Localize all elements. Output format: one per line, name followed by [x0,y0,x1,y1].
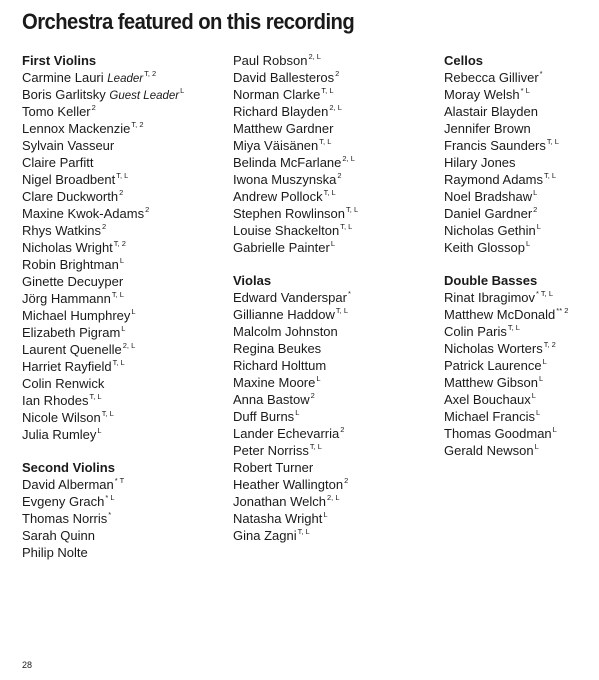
member-row [233,69,433,86]
member-row [233,476,433,493]
member-marks: T, L [544,171,557,180]
member-marks: * [347,289,351,298]
member-name: Gabrielle Painter [233,240,330,255]
member-marks: T, 2 [113,239,126,248]
member-name: Maxine Kwok-Adams [22,206,145,221]
member-row [444,374,599,391]
member-marks: L [538,374,544,383]
member-name: Noel Bradshaw [444,189,533,204]
member-row [444,239,599,256]
member-marks: L [119,256,124,265]
section-block [444,272,599,459]
column-right [444,52,599,475]
member-row [444,391,599,408]
member-row [22,222,222,239]
member-marks: 2 [119,188,124,197]
member-name: Carmine Lauri [22,70,104,85]
member-name: Richard Holttum [233,358,327,373]
member-marks: 2 [335,69,340,78]
member-row [233,222,433,239]
member-row [22,290,222,307]
member-name: Boris Garlitsky [22,87,106,102]
member-marks: T, L [89,392,102,401]
member-row [22,86,222,103]
member-row [444,222,599,239]
member-marks: T, L [335,306,348,315]
member-marks: 2 [337,171,342,180]
member-row [444,408,599,425]
member-marks: L [536,408,541,417]
member-role: Guest Leader [109,90,180,102]
member-row [22,205,222,222]
member-row [22,527,222,544]
member-name: Iwona Muszynska [233,172,337,187]
member-row [22,493,222,510]
member-marks: T, 2 [543,340,556,349]
member-row [233,357,433,374]
member-name: Duff Burns [233,409,295,424]
member-row [444,69,599,86]
member-marks: 2 [344,476,349,485]
member-name: Stephen Rowlinson [233,206,346,221]
member-name: Matthew McDonald [444,307,556,322]
member-marks: L [316,374,321,383]
member-name: Moray Welsh [444,87,520,102]
section-block [233,272,433,544]
member-row [444,120,599,137]
member-name: Peter Norriss [233,443,309,458]
member-marks: 2, L [308,52,321,61]
member-name: Andrew Pollock [233,189,323,204]
member-name: Richard Blayden [233,104,329,119]
member-name: Alastair Blayden [444,104,538,119]
member-name: Norman Clarke [233,87,321,102]
member-marks: * L [520,86,530,95]
member-row [22,256,222,273]
member-name: David Alberman [22,477,114,492]
member-row [22,341,222,358]
member-marks: T, L [321,86,334,95]
member-row [444,425,599,442]
member-row [233,154,433,171]
member-name: Robin Brightman [22,257,119,272]
member-marks: T, L [297,527,310,536]
member-name: Harriet Rayfield [22,359,112,374]
member-row [444,289,599,306]
member-row [233,459,433,476]
member-name: Jennifer Brown [444,121,531,136]
member-row [233,188,433,205]
section-block [233,52,433,256]
member-row [233,171,433,188]
section-heading: Second Violins [22,460,115,475]
member-name: Julia Rumley [22,427,97,442]
member-row [22,171,222,188]
member-name: Belinda McFarlane [233,155,342,170]
member-row [444,357,599,374]
member-name: Claire Parfitt [22,155,94,170]
member-row [233,120,433,137]
member-row [233,374,433,391]
section-heading: First Violins [22,53,97,68]
member-marks: L [533,188,538,197]
member-row [233,527,433,544]
member-name: Rebecca Gilliver [444,70,539,85]
member-row [233,510,433,527]
member-name: Raymond Adams [444,172,543,187]
member-name: Hilary Jones [444,155,516,170]
member-marks: 2 [533,205,538,214]
member-row [444,171,599,188]
member-row [444,86,599,103]
member-marks: ** 2 [556,306,569,315]
member-marks: * T [114,476,125,485]
section-block [22,459,222,561]
member-row [22,273,222,290]
member-row [233,86,433,103]
member-row [22,375,222,392]
member-marks: T, 2 [144,69,157,78]
member-marks: 2 [340,425,345,434]
member-name: David Ballesteros [233,70,335,85]
section-heading: Violas [233,273,272,288]
member-row [22,103,222,120]
member-marks: 2 [91,103,96,112]
member-row [22,358,222,375]
member-name: Gillianne Haddow [233,307,335,322]
member-marks: * [108,510,112,519]
member-name: Michael Humphrey [22,308,131,323]
member-marks: 2, L [122,341,136,350]
member-marks: L [525,239,531,248]
member-marks: 2, L [329,103,342,112]
member-name: Evgeny Grach [22,494,105,509]
member-name: Gina Zagni [233,528,297,543]
member-marks: T, L [507,323,520,332]
member-marks: T, L [116,171,129,180]
member-name: Matthew Gibson [444,375,538,390]
member-marks: 2 [145,205,150,214]
member-row [22,392,222,409]
member-marks: T, 2 [131,120,144,129]
member-name: Sarah Quinn [22,528,95,543]
member-row [22,120,222,137]
member-row [233,103,433,120]
page-number: 28 [22,660,33,670]
member-name: Rhys Watkins [22,223,101,238]
member-marks: L [97,426,102,435]
page-title: Orchestra featured on this recording [22,9,355,34]
member-row [444,137,599,154]
member-row [22,69,222,86]
member-name: Rinat Ibragimov [444,290,536,305]
member-name: Colin Paris [444,324,507,339]
member-row [22,409,222,426]
member-row [22,324,222,341]
member-name: Miya Väisänen [233,138,319,153]
member-name: Maxine Moore [233,375,316,390]
column-left [22,52,222,577]
member-name: Jonathan Welch [233,494,326,509]
member-marks: L [531,391,536,400]
member-name: Sylvain Vasseur [22,138,115,153]
member-row [233,340,433,357]
member-name: Thomas Goodman [444,426,552,441]
member-marks: L [131,307,136,316]
member-name: Tomo Keller [22,104,91,119]
member-name: Nigel Broadbent [22,172,116,187]
member-name: Matthew Gardner [233,121,334,136]
member-row [22,188,222,205]
member-name: Gerald Newson [444,443,534,458]
section-heading: Double Basses [444,273,538,288]
member-marks: T, L [340,222,353,231]
member-row [444,205,599,222]
member-row [233,239,433,256]
section-heading: Cellos [444,53,484,68]
column-middle [233,52,433,560]
member-row [233,323,433,340]
member-row [444,103,599,120]
member-name: Edward Vanderspar [233,290,347,305]
member-row [233,137,433,154]
member-marks: L [552,425,557,434]
member-name: Nicholas Wright [22,240,113,255]
member-row [444,188,599,205]
member-name: Keith Glossop [444,240,525,255]
member-marks: L [542,357,547,366]
member-role: Leader [107,73,144,85]
member-marks: T, L [101,409,114,418]
member-name: Paul Robson [233,53,308,68]
member-name: Regina Beukes [233,341,322,356]
member-name: Michael Francis [444,409,536,424]
member-name: Ian Rhodes [22,393,89,408]
member-marks: T, L [323,188,336,197]
member-row [22,137,222,154]
member-name: Francis Saunders [444,138,546,153]
member-name: Nicole Wilson [22,410,101,425]
member-marks: L [323,510,328,519]
member-name: Elizabeth Pigram [22,325,121,340]
member-marks: L [534,442,539,451]
member-marks: L [180,86,185,95]
member-name: Nicholas Worters [444,341,543,356]
member-row [233,306,433,323]
member-marks: L [295,408,300,417]
member-name: Lander Echevarria [233,426,340,441]
member-marks: L [330,239,335,248]
member-row [22,476,222,493]
member-name: Natasha Wright [233,511,323,526]
member-name: Lennox Mackenzie [22,121,131,136]
member-row [233,442,433,459]
member-name: Malcolm Johnston [233,324,338,339]
member-marks: 2, L [342,154,355,163]
member-name: Jörg Hammann [22,291,111,306]
member-row [22,544,222,561]
member-name: Heather Wallington [233,477,344,492]
member-marks: T, L [319,137,332,146]
member-row [444,323,599,340]
member-name: Patrick Laurence [444,358,542,373]
member-row [233,289,433,306]
member-name: Ginette Decuyper [22,274,124,289]
section-block [22,52,222,443]
section-block [444,52,599,256]
member-name: Clare Duckworth [22,189,119,204]
member-name: Robert Turner [233,460,314,475]
member-name: Louise Shackelton [233,223,340,238]
member-marks: T, L [112,358,125,367]
member-name: Colin Renwick [22,376,105,391]
member-marks: L [121,324,126,333]
member-row [22,154,222,171]
member-name: Anna Bastow [233,392,310,407]
member-row [444,340,599,357]
member-row [444,442,599,459]
member-marks: L [536,222,541,231]
member-marks: 2 [310,391,315,400]
member-row [233,408,433,425]
member-marks: T, L [546,137,559,146]
member-marks: T, L [346,205,359,214]
member-row [233,205,433,222]
member-name: Daniel Gardner [444,206,533,221]
member-marks: T, L [111,290,124,299]
member-name: Axel Bouchaux [444,392,531,407]
member-row [22,510,222,527]
member-name: Philip Nolte [22,545,88,560]
member-marks: T, L [309,442,322,451]
member-name: Laurent Quenelle [22,342,122,357]
member-row [444,154,599,171]
member-row [444,306,599,323]
member-row [22,239,222,256]
member-row [233,391,433,408]
member-marks: * [539,69,543,78]
member-marks: * T, L [536,289,554,298]
member-row [233,493,433,510]
member-row [233,52,433,69]
member-marks: 2, L [327,493,340,502]
member-marks: * L [105,493,115,502]
member-row [22,426,222,443]
member-marks: 2 [101,222,107,231]
member-row [22,307,222,324]
member-name: Nicholas Gethin [444,223,536,238]
member-row [233,425,433,442]
member-name: Thomas Norris [22,511,108,526]
